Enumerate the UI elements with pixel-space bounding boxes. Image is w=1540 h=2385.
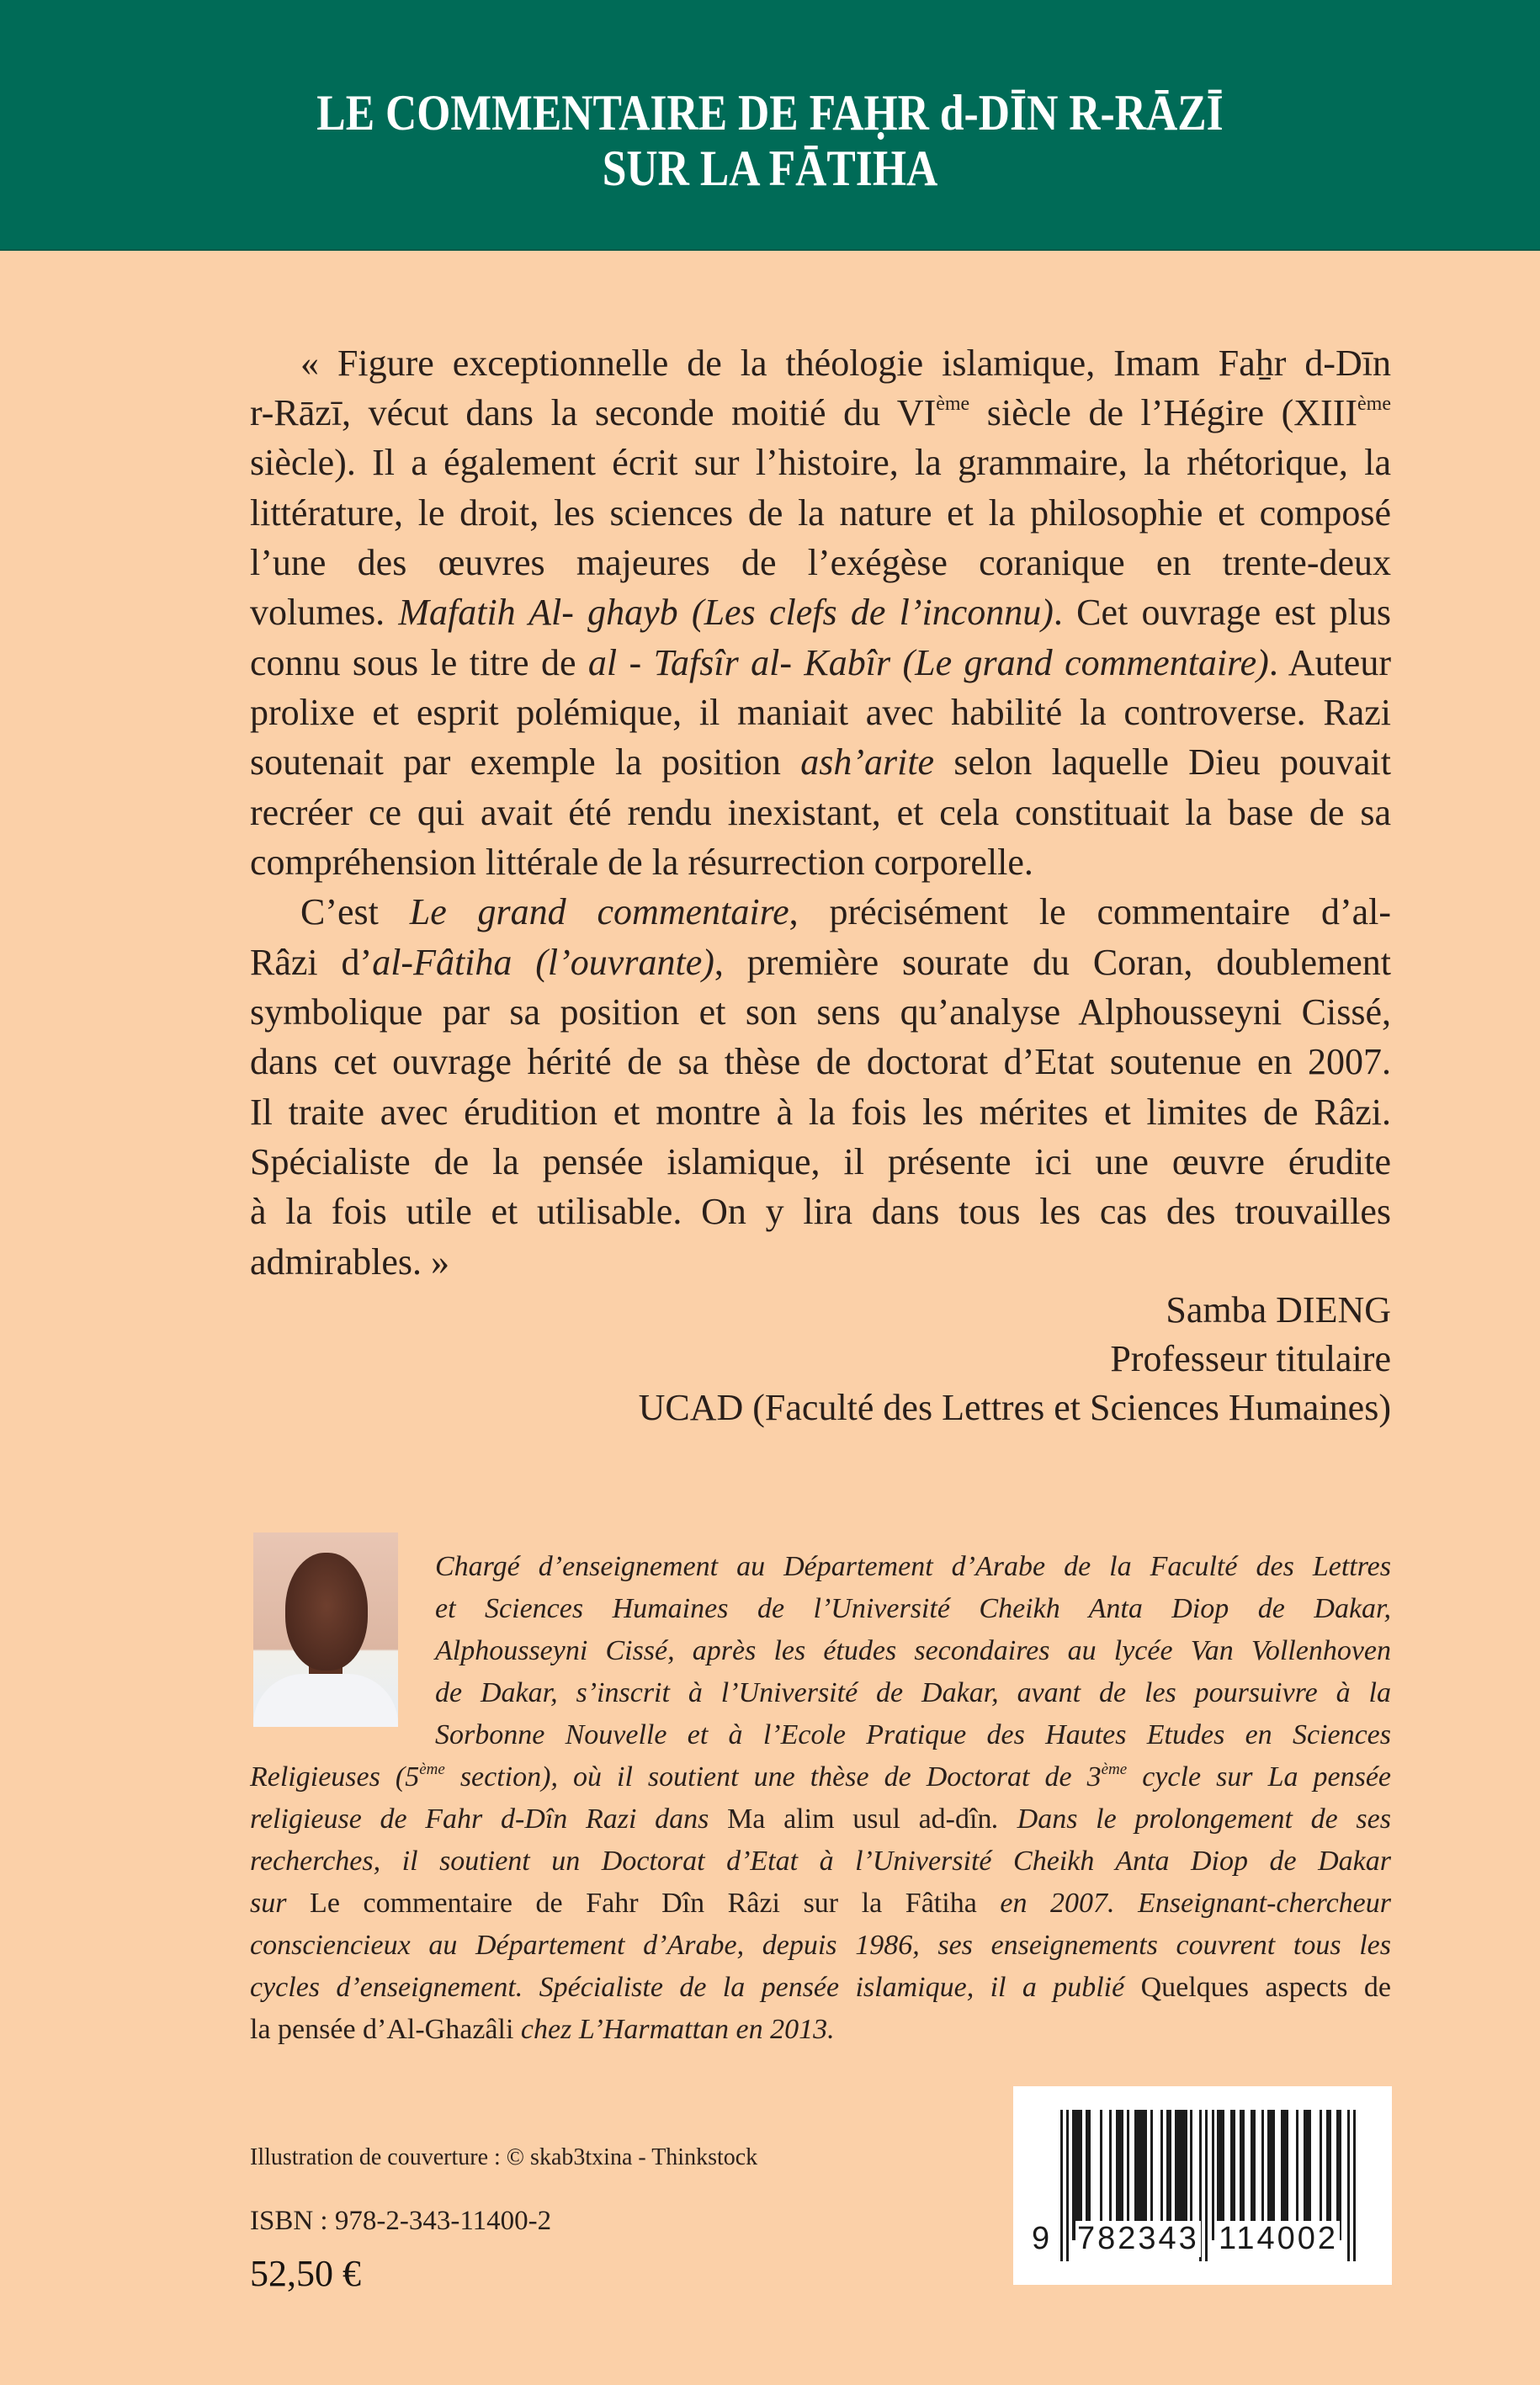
bio-line: religieuse de Fahr d-Dîn Razi dans Ma alim usul ad-dîn. Dans le prolongement de ses — [250, 1803, 1391, 1835]
quote-line: volumes. Mafatih Al- ghayb (Les clefs de l’inconnu). Cet ouvrage est plus — [250, 592, 1391, 633]
quote-line: à la fois utile et utilisable. On y lira dans tous les cas des trouvailles — [250, 1191, 1391, 1232]
quote-line: r-Rāzī, vécut dans la seconde moitié du VIème siècle de l’Hégire (XIIIème — [250, 392, 1391, 433]
bio-line: Alphousseyni Cissé, après les études secondaires au lycée Van Vollenhoven — [435, 1635, 1391, 1666]
quote-line: connu sous le titre de al - Tafsîr al- Kabîr (Le grand commentaire). Auteur — [250, 642, 1391, 683]
isbn-barcode: 9 782343 114002 — [1013, 2086, 1392, 2285]
bio-line: la pensée d’Al-Ghazâli chez L’Harmattan en 2013. — [250, 2014, 835, 2045]
quote-line: symbolique par sa position et son sens qu’analyse Alphousseyni Cissé, — [250, 991, 1391, 1033]
isbn-text: ISBN : 978-2-343-11400-2 — [250, 2206, 552, 2236]
bio-line: de Dakar, s’inscrit à l’Université de Dakar, avant de les poursuivre à la — [435, 1677, 1391, 1708]
signature-affiliation: UCAD (Faculté des Lettres et Sciences Humaines) — [638, 1387, 1391, 1428]
bio-line: Sorbonne Nouvelle et à l’Ecole Pratique des Hautes Etudes en Sciences — [435, 1719, 1391, 1750]
quote-line: C’est Le grand commentaire, précisément le commentaire d’al- — [300, 891, 1392, 932]
bio-line: Chargé d’enseignement au Département d’Arabe de la Faculté des Lettres — [435, 1551, 1391, 1582]
quote-line: littérature, le droit, les sciences de la nature et la philosophie et composé — [250, 492, 1391, 534]
bio-line: sur Le commentaire de Fahr Dîn Râzi sur la Fâtiha en 2007. Enseignant-chercheur — [250, 1888, 1391, 1919]
bio-line: cycles d’enseignement. Spécialiste de la pensée islamique, il a publié Quelques aspects de — [250, 1972, 1391, 2003]
quote-line: Râzi d’al-Fâtiha (l’ouvrante), première sourate du Coran, doublement — [250, 942, 1391, 983]
bio-line: recherches, il soutient un Doctorat d’Etat à l’Université Cheikh Anta Diop de Dakar — [250, 1846, 1391, 1877]
quote-line: compréhension littérale de la résurrection corporelle. — [250, 842, 1033, 883]
quote-line: dans cet ouvrage hérité de sa thèse de doctorat d’Etat soutenue en 2007. — [250, 1041, 1391, 1082]
quote-line: siècle). Il a également écrit sur l’histoire, la grammaire, la rhétorique, la — [250, 442, 1391, 483]
quote-line: « Figure exceptionnelle de la théologie islamique, Imam Faẖr d-Dīn — [300, 343, 1391, 384]
bio-line: et Sciences Humaines de l’Université Cheikh Anta Diop de Dakar, — [435, 1593, 1391, 1624]
quote-line: soutenait par exemple la position ash’arite selon laquelle Dieu pouvait — [250, 741, 1391, 783]
cover-header-band — [0, 0, 1540, 251]
signature-name: Samba DIENG — [1166, 1289, 1391, 1331]
book-title-line-2: SUR LA FĀTIHA — [602, 141, 938, 196]
quote-line: Spécialiste de la pensée islamique, il présente ici une œuvre érudite — [250, 1141, 1391, 1182]
quote-line: Il traite avec érudition et montre à la fois les mérites et limites de Râzi. — [250, 1092, 1391, 1133]
author-photo — [253, 1532, 398, 1727]
price-tag: 52,50 € — [250, 2253, 361, 2294]
illustration-credit: Illustration de couverture : © skab3txina - Thinkstock — [250, 2144, 758, 2170]
quote-line: admirables. » — [250, 1241, 450, 1283]
quote-line: recréer ce qui avait été rendu inexistant, et cela constituait la base de sa — [250, 792, 1391, 833]
signature-role: Professeur titulaire — [1110, 1338, 1391, 1379]
quote-line: prolixe et esprit polémique, il maniait avec habilité la controverse. Razi — [250, 692, 1391, 733]
bio-line: consciencieux au Département d’Arabe, depuis 1986, ses enseignements couvrent tous les — [250, 1930, 1391, 1961]
quote-line: l’une des œuvres majeures de l’exégèse coranique en trente-deux — [250, 542, 1391, 583]
bio-line: Religieuses (5ème section), où il soutient une thèse de Doctorat de 3ème cycle sur La pensée — [250, 1761, 1392, 1793]
book-title-line-1: LE COMMENTAIRE DE FAḤR d-DĪN R-RĀZĪ — [316, 85, 1224, 141]
